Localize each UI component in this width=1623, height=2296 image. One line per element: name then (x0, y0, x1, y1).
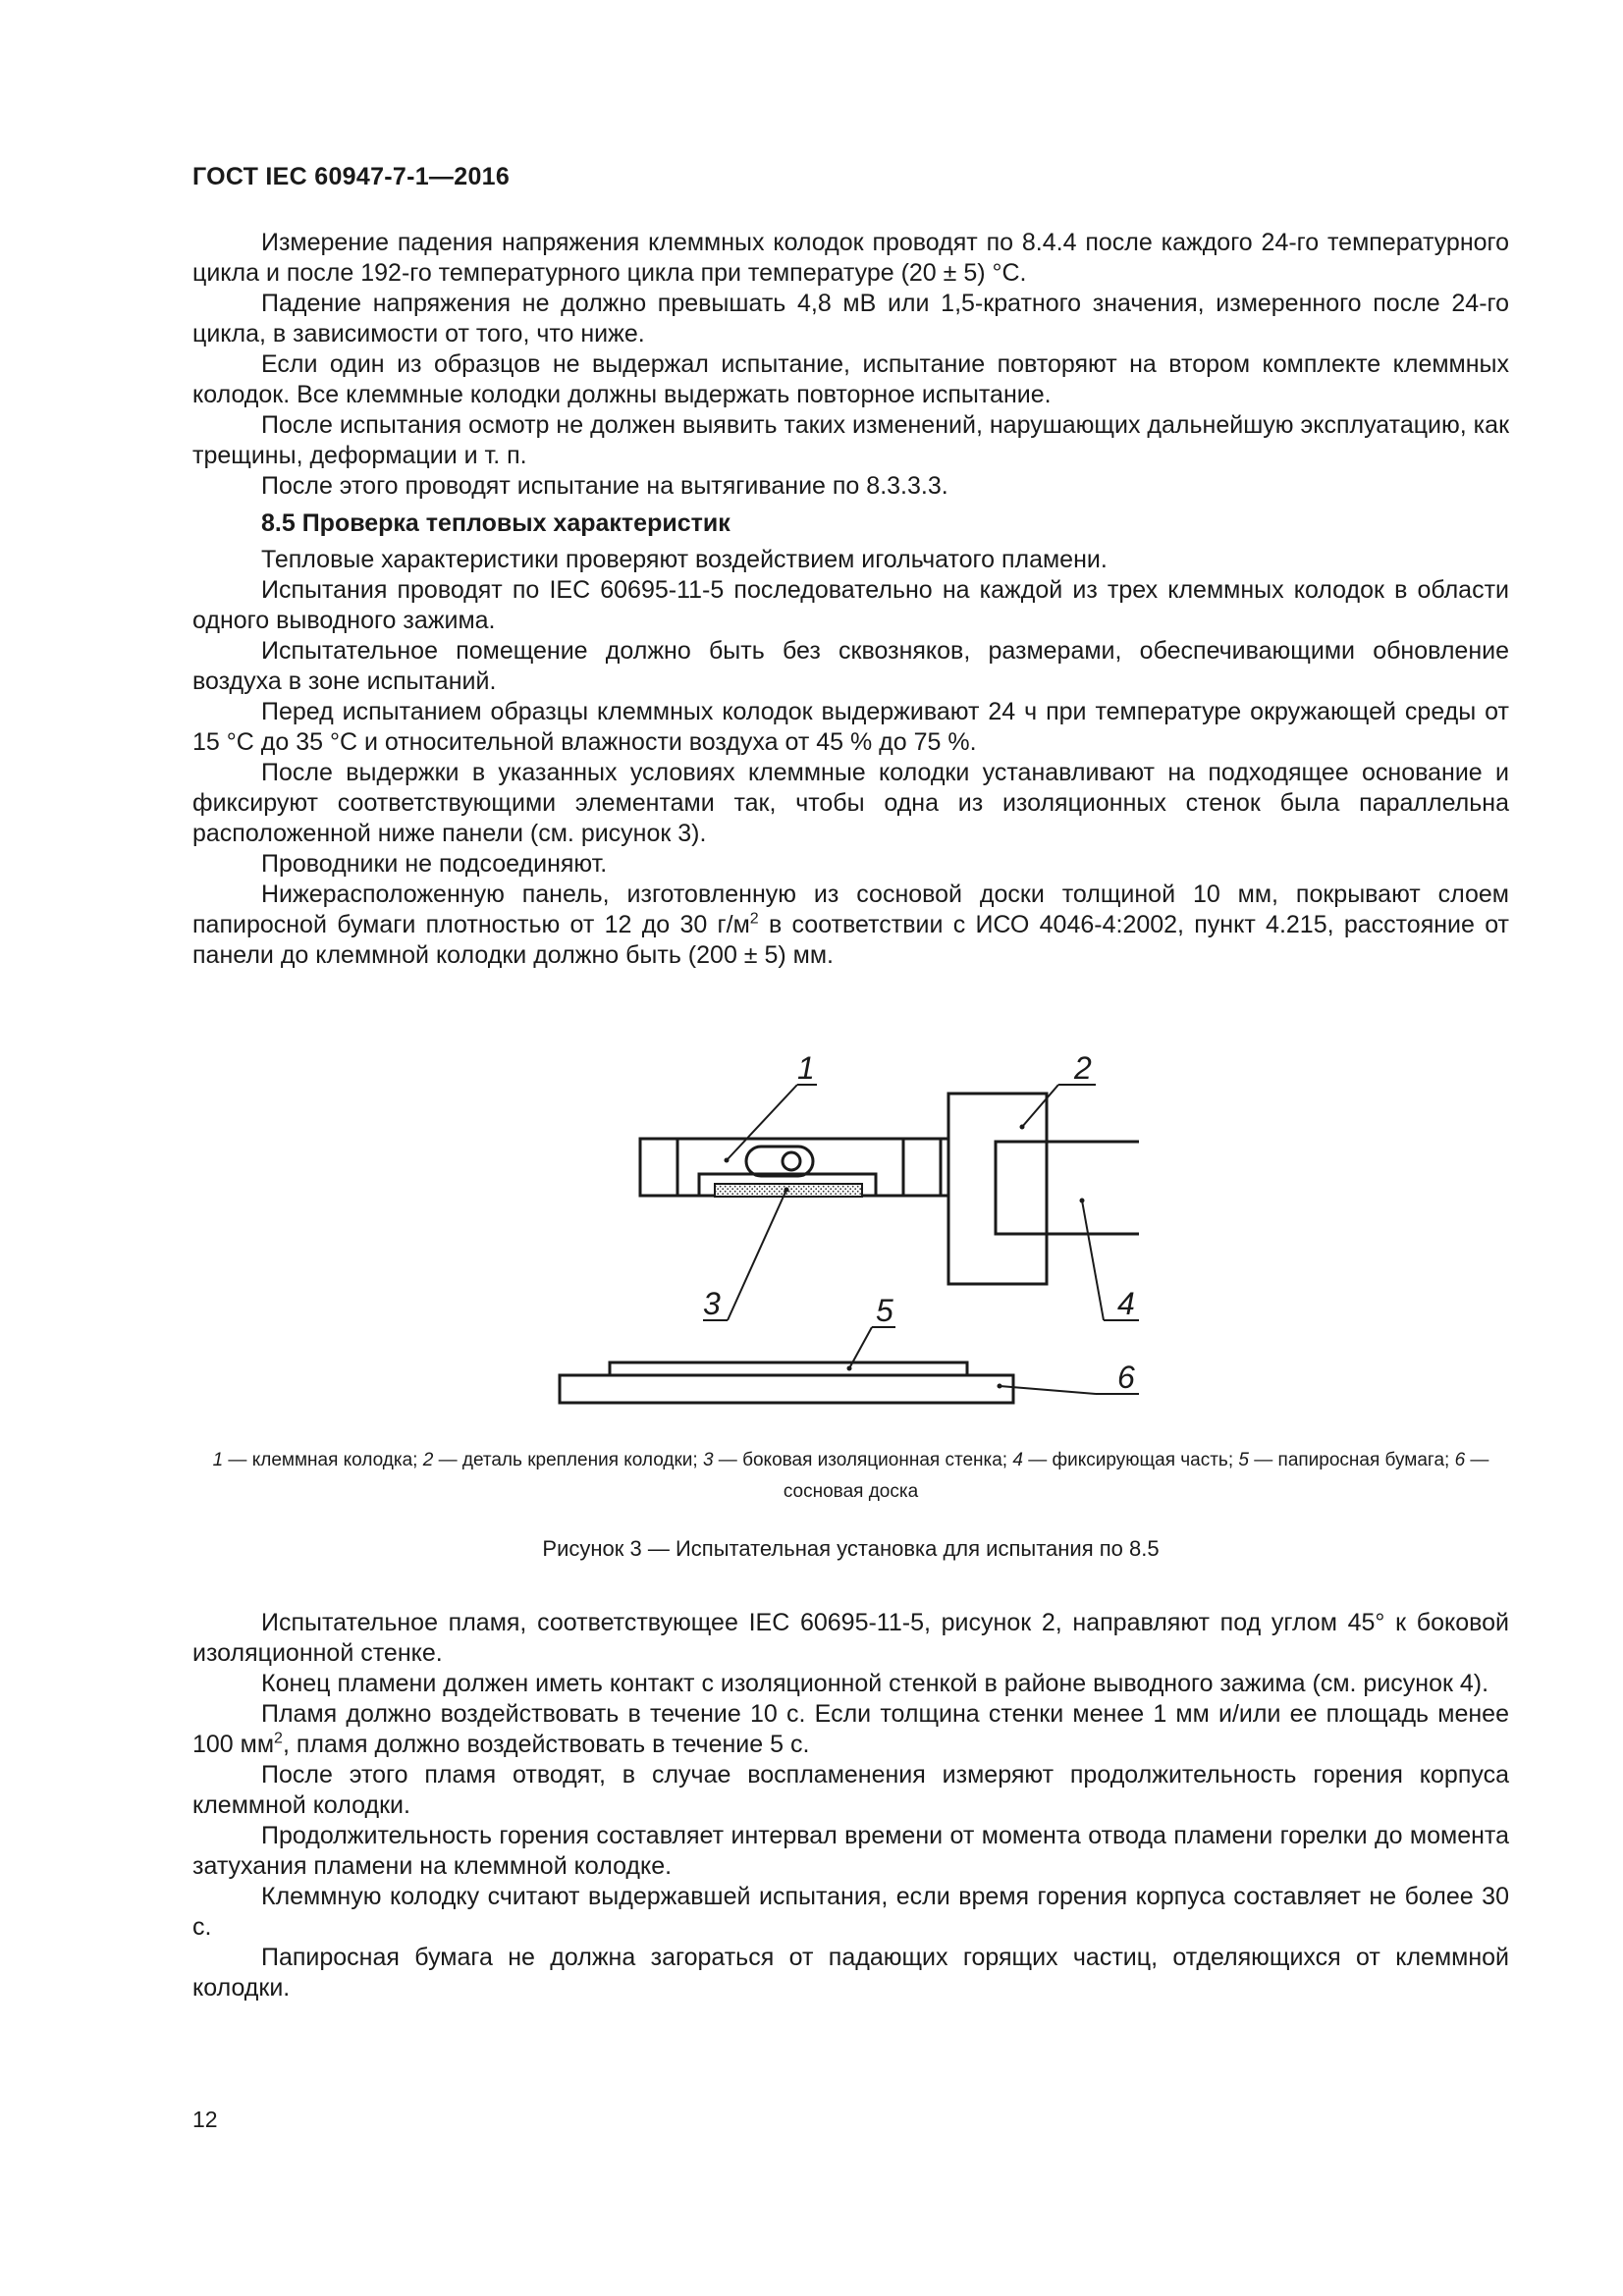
callout-dot-6 (998, 1384, 1002, 1389)
paragraph (192, 880, 1509, 971)
page-number: 12 (192, 2107, 218, 2132)
body-text-top (192, 228, 1509, 971)
leader-line-2 (1022, 1085, 1058, 1127)
legend-number: 4 (1012, 1450, 1023, 1470)
callout-dot-3 (784, 1188, 789, 1193)
superscript: 2 (274, 1730, 283, 1747)
figure-label-1: 1 (797, 1050, 815, 1086)
section-heading: 8.5 Проверка тепловых характеристик (261, 509, 730, 537)
paragraph: После этого пламя отводят, в случае воспламенения измеряют продолжительность горения корпуса клеммной колодки. (192, 1761, 1509, 1819)
callout-dot-2 (1020, 1125, 1025, 1130)
paragraph: После выдержки в указанных условиях клеммные колодки устанавливают на подходящее основание и фиксируют соответствующими элементами так, чтобы одна из изоляционных стенок была параллельна расположенной ниже панели (см. рисунок 3). (192, 759, 1509, 847)
legend-number: 6 (1454, 1450, 1466, 1470)
paragraph: После испытания осмотр не должен выявить таких изменений, нарушающих дальнейшую эксплуатацию, как трещины, деформации и т. п. (192, 411, 1509, 469)
paragraph: Если один из образцов не выдержал испытание, испытание повторяют на втором комплекте клеммных колодок. Все клеммные колодки должны выдержать повторное испытание. (192, 350, 1509, 408)
body-text-bottom (192, 1608, 1509, 2003)
paragraph: Конец пламени должен иметь контакт с изоляционной стенкой в районе выводного зажима (см. рисунок 4). (261, 1670, 1489, 1697)
mounting-part (948, 1094, 1047, 1284)
figure-title: Рисунок 3 — Испытательная установка для испытания по 8.5 (542, 1536, 1160, 1561)
clamp-screw (783, 1152, 800, 1170)
legend-text: — фиксирующая часть; (1022, 1450, 1239, 1470)
paragraph-text: Пламя должно воздействовать в течение 10 с. Если толщина стенки менее 1 мм и/или ее площадь менее 100 мм (192, 1700, 1509, 1758)
paragraph (192, 1699, 1509, 1760)
legend-number: 3 (702, 1450, 714, 1470)
paragraph: Папиросная бумага не должна загораться от падающих горящих частиц, отделяющихся от клеммной колодки. (192, 1944, 1509, 2002)
pine-board-rect (560, 1375, 1013, 1403)
paragraph: Испытательное пламя, соответствующее IEC 60695-11-5, рисунок 2, направляют под углом 45° к боковой изоляционной стенке. (192, 1609, 1509, 1667)
paragraph-text: в соответствии с ИСО 4046-4:2002, пункт 4.215, расстояние от панели до клеммной колодки должно быть (200 ± 5) мм. (192, 911, 1509, 969)
paragraph: После этого проводят испытание на вытягивание по 8.3.3.3. (261, 472, 948, 500)
legend-text: — папиросная бумага; (1248, 1450, 1455, 1470)
legend-number: 5 (1238, 1450, 1249, 1470)
paragraph: Испытательное помещение должно быть без сквозняков, размерами, обеспечивающими обновление воздуха в зоне испытаний. (192, 637, 1509, 695)
figure-label-2: 2 (1074, 1050, 1092, 1086)
legend-text: — сосновая доска (783, 1450, 1489, 1502)
superscript: 2 (749, 910, 759, 928)
tissue-paper-rect (610, 1362, 967, 1375)
legend-text: — боковая изоляционная стенка; (713, 1450, 1013, 1470)
leader-line-1 (727, 1085, 797, 1160)
figure-legend (192, 1445, 1509, 1508)
document-header: ГОСТ IEC 60947-7-1—2016 (192, 163, 511, 190)
callout-dot-4 (1080, 1199, 1085, 1203)
legend-number: 2 (422, 1450, 434, 1470)
figure-label-3: 3 (703, 1286, 721, 1321)
legend-text: — клеммная колодка; (223, 1450, 423, 1470)
figure-label-6: 6 (1117, 1360, 1135, 1395)
figure-label-5: 5 (876, 1293, 893, 1328)
callout-dot-1 (725, 1158, 730, 1163)
callout-dot-5 (847, 1366, 852, 1371)
legend-number: 1 (212, 1450, 224, 1470)
paragraph: Клеммную колодку считают выдержавшей испытания, если время горения корпуса составляет не более 30 с. (192, 1883, 1509, 1941)
paragraph: Испытания проводят по IEC 60695-11-5 последовательно на каждой из трех клеммных колодок в области одного выводного зажима. (192, 576, 1509, 634)
fixing-part (996, 1142, 1139, 1234)
paragraph: Перед испытанием образцы клеммных колодок выдерживают 24 ч при температуре окружающей среды от 15 °C до 35 °C и относительной влажности воздуха от 45 % до 75 %. (192, 698, 1509, 756)
terminal-clamp (746, 1147, 813, 1176)
leader-line-4 (1082, 1201, 1104, 1320)
paragraph: Проводники не подсоединяют. (261, 850, 608, 878)
paragraph: Продолжительность горения составляет интервал времени от момента отвода пламени горелки до момента затухания пламени на клеммной колодке. (192, 1822, 1509, 1880)
figure-3-diagram (530, 1039, 1139, 1412)
paragraph: Измерение падения напряжения клеммных колодок проводят по 8.4.4 после каждого 24-го температурного цикла и после 192-го температурного цикла при температуре (20 ± 5) °C. (192, 229, 1509, 287)
paragraph: Тепловые характеристики проверяют воздействием игольчатого пламени. (261, 546, 1108, 573)
legend-text: — деталь крепления колодки; (433, 1450, 703, 1470)
paragraph-text: , пламя должно воздействовать в течение 5 с. (282, 1731, 810, 1758)
figure-label-4: 4 (1117, 1286, 1135, 1321)
paragraph-text: Нижерасположенную панель, изготовленную из сосновой доски толщиной 10 мм, покрывают слоем папиросной бумаги плотностью от 12 до 30 г/м (192, 881, 1509, 938)
leader-line-3 (728, 1190, 786, 1320)
paragraph: Падение напряжения не должно превышать 4,8 мВ или 1,5-кратного значения, измеренного после 24-го цикла, в зависимости от того, что ниже. (192, 290, 1509, 347)
